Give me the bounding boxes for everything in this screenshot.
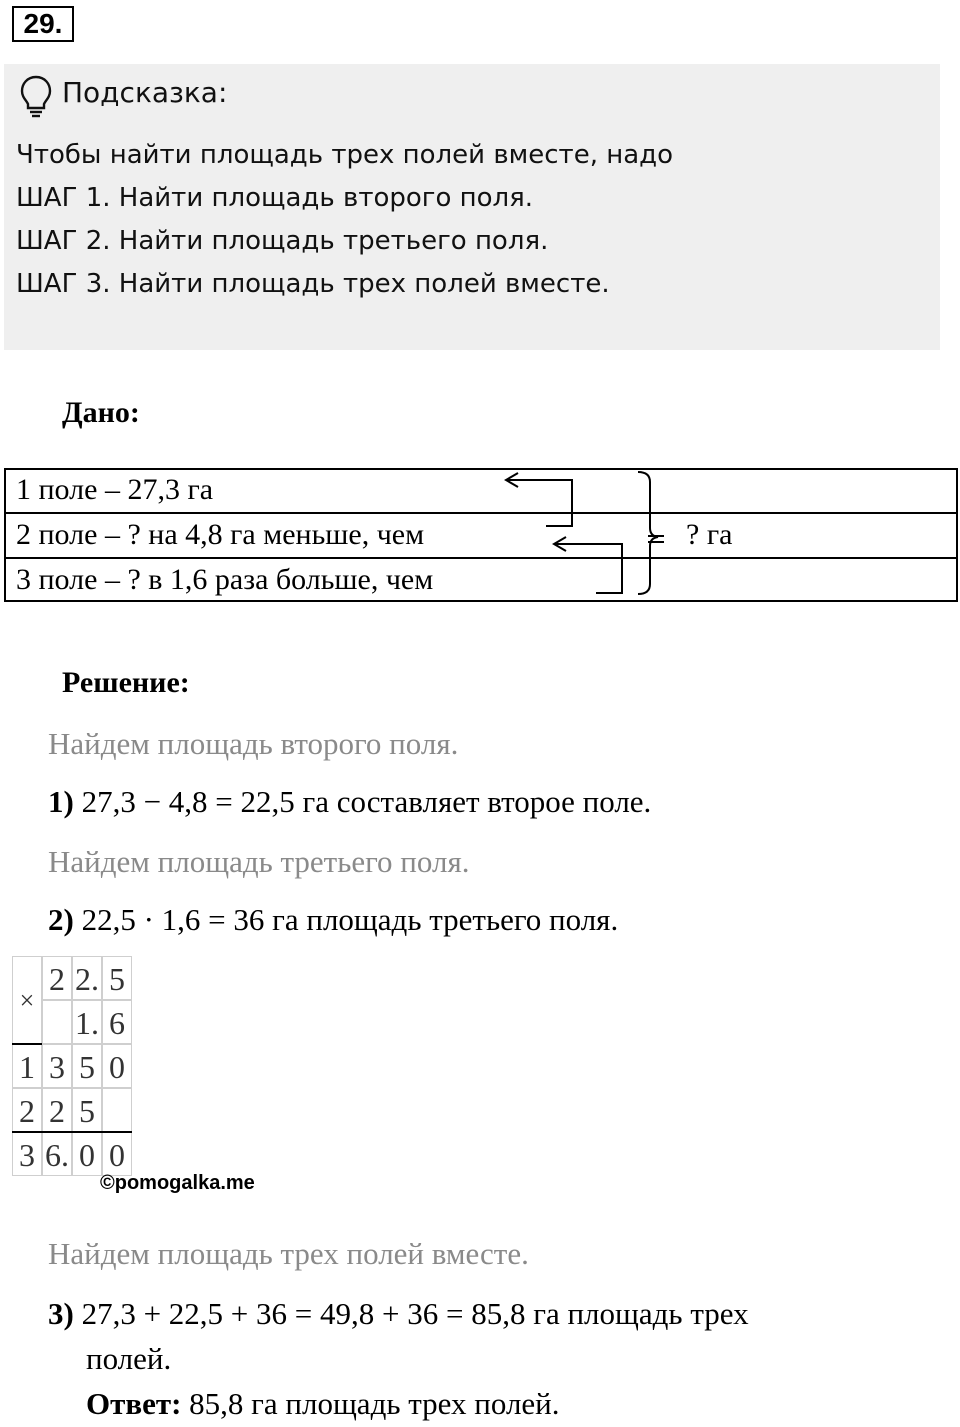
grid-cell: 1. bbox=[72, 1000, 102, 1044]
step-2-note: Найдем площадь третьего поля. bbox=[48, 844, 470, 879]
grid-cell: 6 bbox=[102, 1000, 132, 1044]
grid-cell: 2 bbox=[12, 1088, 42, 1132]
grid-cell bbox=[42, 1000, 72, 1044]
step-expression: 27,3 + 22,5 + 36 = 49,8 + 36 = 85,8 га площадь трех bbox=[73, 1296, 749, 1331]
step-2-line bbox=[48, 902, 618, 938]
grid-cell: 6. bbox=[42, 1132, 72, 1176]
step-3-continuation: полей. bbox=[86, 1341, 172, 1376]
grid-cell: 0 bbox=[102, 1132, 132, 1176]
hint-step-1 bbox=[16, 183, 533, 213]
step-label: 2) bbox=[48, 902, 74, 937]
hint-step-label: ШАГ 1. bbox=[16, 183, 111, 213]
hint-step-label: ШАГ 3. bbox=[16, 269, 111, 299]
hint-step-text: Найти площадь третьего поля. bbox=[110, 226, 549, 256]
grid-cell: 0 bbox=[72, 1132, 102, 1176]
given-row-2: 2 поле – ? на 4,8 га меньше, чем bbox=[16, 518, 425, 551]
hint-step-3 bbox=[16, 269, 610, 299]
grid-cell bbox=[102, 1088, 132, 1132]
answer-label: Ответ: bbox=[86, 1386, 182, 1421]
grid-cell: 2 bbox=[42, 956, 72, 1000]
grid-cell: 2 bbox=[42, 1088, 72, 1132]
grid-cell: 3 bbox=[42, 1044, 72, 1088]
hint-step-label: ШАГ 2. bbox=[16, 226, 111, 256]
step-label: 3) bbox=[48, 1296, 74, 1331]
grid-cell: 0 bbox=[102, 1044, 132, 1088]
grid-cell: 5 bbox=[102, 956, 132, 1000]
watermark: ©pomogalka.me bbox=[100, 1172, 255, 1194]
hint-title: Подсказка: bbox=[62, 76, 228, 109]
hint-step-2 bbox=[16, 226, 548, 256]
relation-arrows bbox=[6, 470, 960, 604]
hint-step-text: Найти площадь трех полей вместе. bbox=[110, 269, 610, 299]
solution-heading: Решение: bbox=[62, 666, 190, 699]
step-3-line bbox=[48, 1296, 749, 1332]
problem-number: 29. bbox=[12, 6, 74, 42]
given-heading: Дано: bbox=[62, 396, 140, 429]
grid-cell: 5 bbox=[72, 1088, 102, 1132]
given-row-1: 1 поле – 27,3 га bbox=[16, 473, 214, 506]
answer-text: 85,8 га площадь трех полей. bbox=[181, 1386, 560, 1421]
step-3-note: Найдем площадь трех полей вместе. bbox=[48, 1236, 529, 1271]
step-expression: 22,5 · 1,6 = 36 га площадь третьего поля. bbox=[73, 902, 619, 937]
hint-panel bbox=[4, 64, 940, 350]
given-table bbox=[4, 468, 958, 602]
grid-cell: 1 bbox=[12, 1044, 42, 1088]
grid-cell: 3 bbox=[12, 1132, 42, 1176]
lightbulb-icon bbox=[18, 74, 54, 118]
given-row-3: 3 поле – ? в 1,6 раза больше, чем bbox=[16, 563, 434, 596]
hint-intro: Чтобы найти площадь трех полей вместе, надо bbox=[16, 140, 674, 170]
multiplication-rule bbox=[12, 1043, 42, 1045]
step-label: 1) bbox=[48, 784, 74, 819]
given-total: ? га bbox=[686, 518, 733, 551]
answer-line bbox=[86, 1386, 560, 1422]
hint-step-text: Найти площадь второго поля. bbox=[110, 183, 534, 213]
step-1-note: Найдем площадь второго поля. bbox=[48, 726, 459, 761]
addition-rule bbox=[12, 1131, 132, 1133]
step-expression: 27,3 − 4,8 = 22,5 га составляет второе поле. bbox=[73, 784, 652, 819]
step-1-line bbox=[48, 784, 651, 820]
grid-cell: 5 bbox=[72, 1044, 102, 1088]
multiply-sign: × bbox=[12, 956, 42, 1044]
grid-cell: 2. bbox=[72, 956, 102, 1000]
